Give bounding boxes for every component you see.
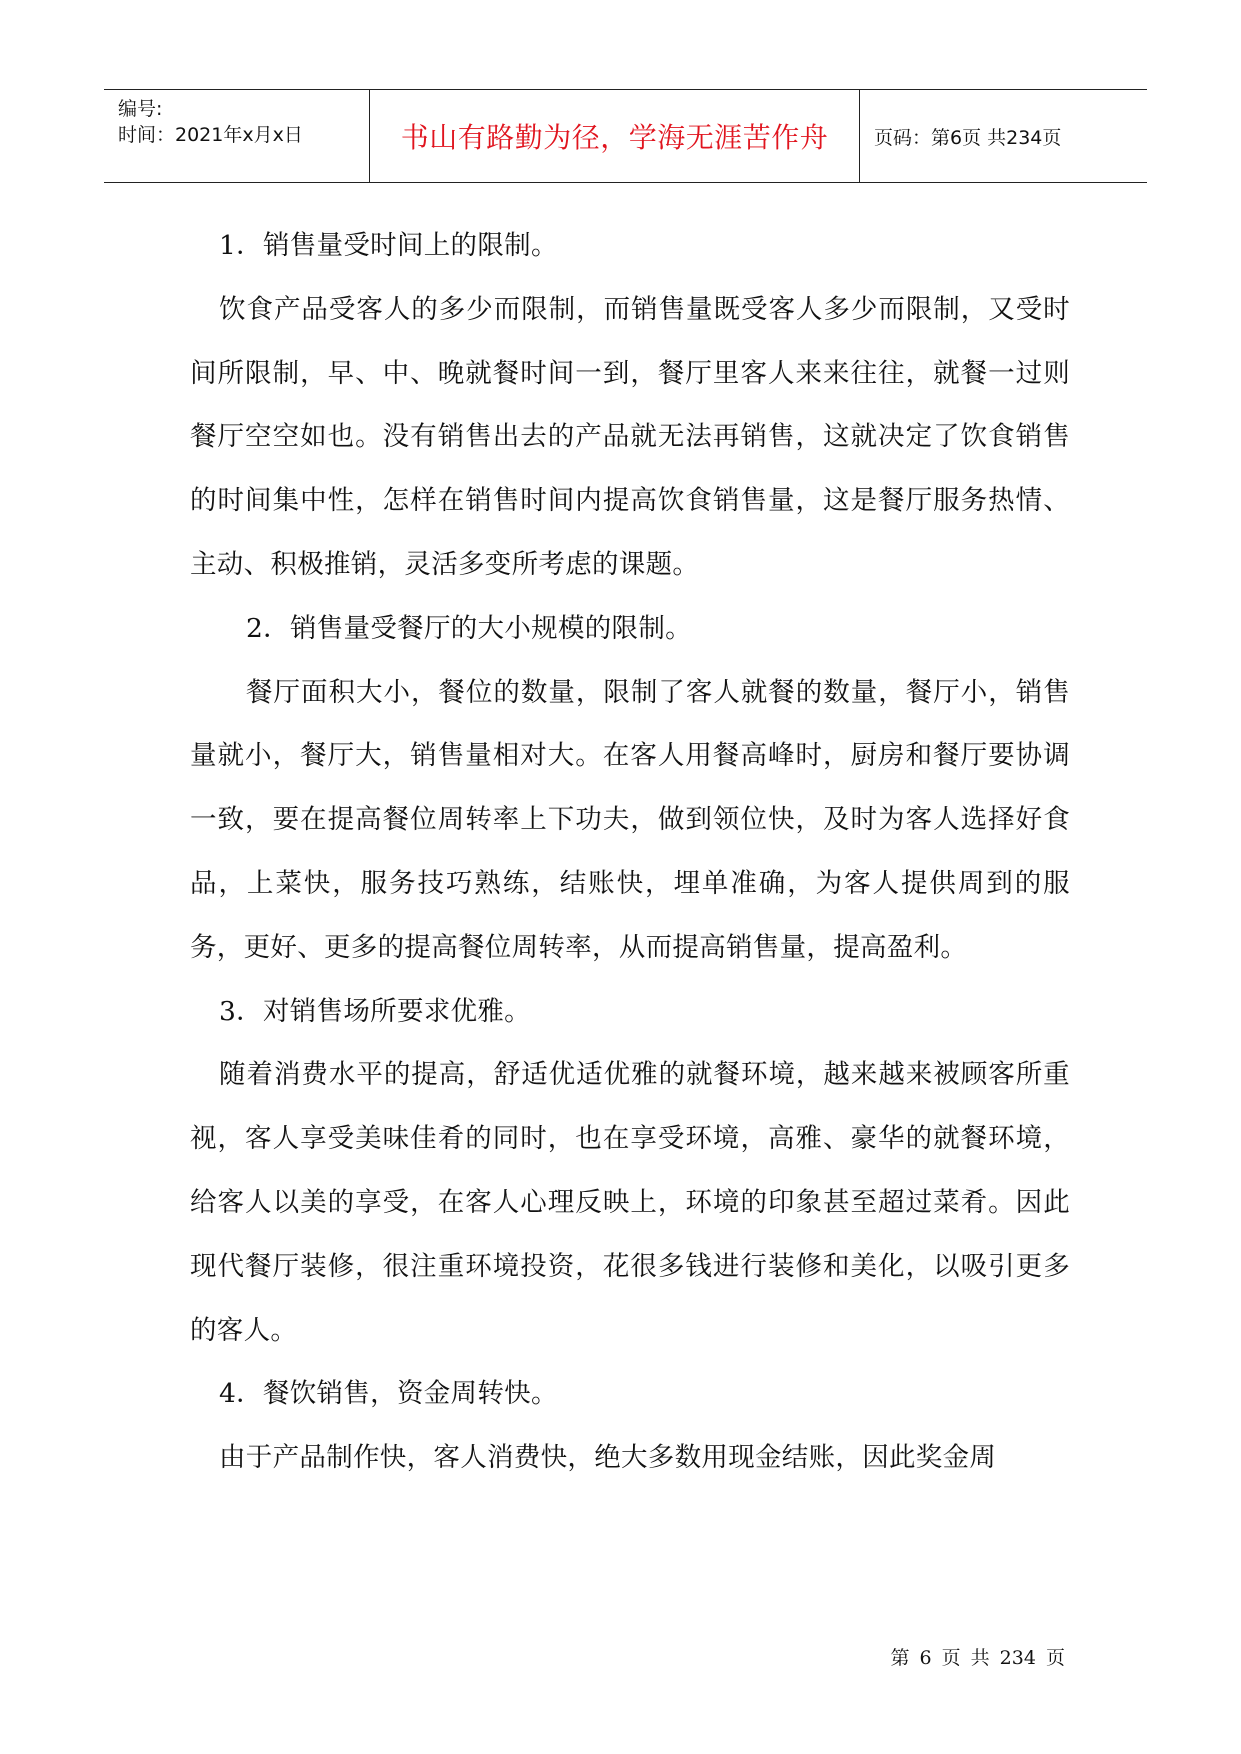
- document-body: [190, 214, 1070, 1490]
- paragraph-4: 由于产品制作快，客人消费快，绝大多数用现金结账，因此奖金周: [219, 1442, 997, 1474]
- header-motto: 书山有路勤为径，学海无涯苦作舟: [400, 121, 829, 154]
- section-heading-2: 2．销售量受餐厅的大小规模的限制。: [246, 612, 692, 644]
- section-heading-3: 3．对销售场所要求优雅。: [219, 995, 531, 1027]
- section-heading-1: 1．销售量受时间上的限制。: [219, 230, 558, 261]
- document-header: [104, 89, 1147, 183]
- header-motto-cell: [370, 90, 860, 182]
- time-label: 时间：2021年x月x日: [118, 124, 303, 146]
- header-meta-cell: [104, 90, 370, 182]
- header-page-cell: [860, 90, 1147, 182]
- paragraph-1: 饮食产品受客人的多少而限制，而销售量既受客人多少而限制，又受时间所限制，早、中、晚就餐时间一到，餐厅里客人来来往往，就餐一过则餐厅空空如也。没有销售出去的产品就无法再销售，这就决定了饮食销售的时间集中性，怎样在销售时间内提高饮食销售量，这是餐厅服务热情、主动、积极推销，灵活多变所考虑的课题。: [190, 293, 1070, 580]
- page-footer: 第 6 页 共 234 页: [890, 1647, 1065, 1669]
- serial-number-label: 编号:: [118, 98, 163, 120]
- header-page-info: 页码：第6页 共234页: [874, 126, 1062, 149]
- paragraph-3: 随着消费水平的提高，舒适优适优雅的就餐环境，越来越来被顾客所重视，客人享受美味佳肴的同时，也在享受环境，高雅、豪华的就餐环境，给客人以美的享受，在客人心理反映上，环境的印象甚至超过菜肴。因此现代餐厅装修，很注重环境投资，花很多钱进行装修和美化，以吸引更多的客人。: [190, 1059, 1070, 1346]
- paragraph-2: 餐厅面积大小，餐位的数量，限制了客人就餐的数量，餐厅小，销售量就小，餐厅大，销售量相对大。在客人用餐高峰时，厨房和餐厅要协调一致，要在提高餐位周转率上下功夫，做到领位快，及时为客人选择好食品，上菜快，服务技巧熟练，结账快，埋单准确，为客人提供周到的服务，更好、更多的提高餐位周转率，从而提高销售量，提高盈利。: [190, 676, 1070, 963]
- section-heading-4: 4．餐饮销售，资金周转快。: [219, 1378, 558, 1410]
